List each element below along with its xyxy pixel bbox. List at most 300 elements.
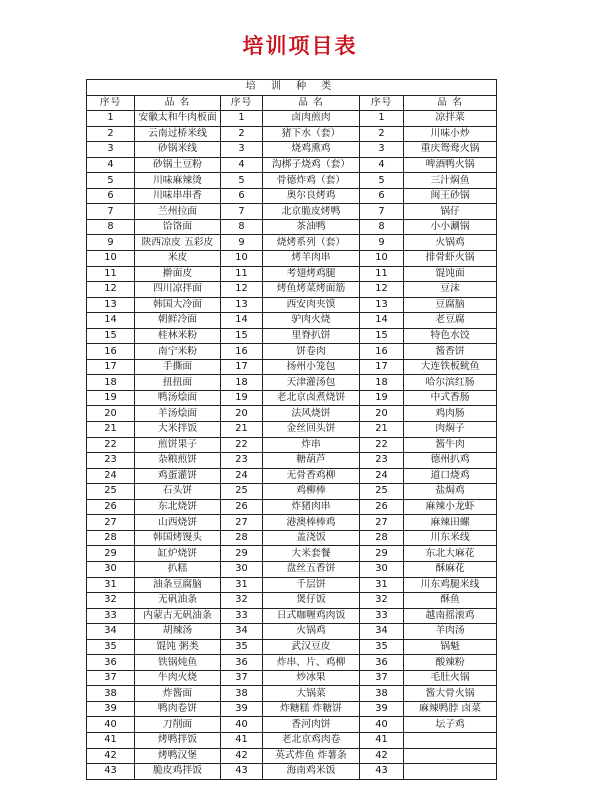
serial-no-cell: 10 (87, 251, 135, 267)
item-name-cell: 麻辣小龙虾 (404, 499, 497, 515)
table-row (87, 468, 497, 484)
item-name-cell: 馄饨面 (404, 266, 497, 282)
table-row (87, 437, 497, 453)
item-name-cell: 豆腐脑 (404, 297, 497, 313)
serial-no-cell: 16 (360, 344, 404, 360)
serial-no-cell: 25 (360, 484, 404, 500)
table-row (87, 266, 497, 282)
serial-no-cell: 41 (360, 732, 404, 748)
serial-no-cell: 11 (360, 266, 404, 282)
item-name-cell: 西安肉夹馍 (263, 297, 360, 313)
training-items-table (86, 79, 497, 780)
serial-no-cell: 25 (87, 484, 135, 500)
item-name-cell: 烤鱼烤菜烤面筋 (263, 282, 360, 298)
serial-no-cell: 38 (221, 686, 263, 702)
serial-no-cell: 13 (221, 297, 263, 313)
serial-no-cell: 14 (360, 313, 404, 329)
table-row (87, 111, 497, 127)
serial-no-cell: 40 (87, 717, 135, 733)
serial-no-cell: 35 (87, 639, 135, 655)
item-name-cell: 酥麻花 (404, 561, 497, 577)
serial-no-cell: 12 (221, 282, 263, 298)
item-name-cell: 中式香肠 (404, 390, 497, 406)
item-name-cell: 馄饨 粥类 (135, 639, 221, 655)
table-row (87, 732, 497, 748)
item-name-cell: 油条豆腐脑 (135, 577, 221, 593)
item-name-cell: 酱香饼 (404, 344, 497, 360)
table-row (87, 608, 497, 624)
serial-no-cell: 43 (360, 764, 404, 780)
table-row (87, 235, 497, 251)
serial-no-cell: 41 (87, 732, 135, 748)
table-row (87, 375, 497, 391)
serial-no-cell: 13 (360, 297, 404, 313)
item-name-cell: 三汁焖鱼 (404, 173, 497, 189)
item-name-cell: 东北大麻花 (404, 546, 497, 562)
item-name-cell: 大锅菜 (263, 686, 360, 702)
item-name-cell: 茶油鸭 (263, 219, 360, 235)
item-name-cell: 饸饹面 (135, 219, 221, 235)
item-name-cell: 扬州小笼包 (263, 359, 360, 375)
serial-no-cell: 28 (360, 530, 404, 546)
serial-no-cell: 10 (221, 251, 263, 267)
serial-no-cell: 42 (360, 748, 404, 764)
table-row (87, 515, 497, 531)
item-name-cell: 饼卷肉 (263, 344, 360, 360)
item-name-cell: 锅仔 (404, 204, 497, 220)
table-row (87, 282, 497, 298)
table-row (87, 546, 497, 562)
item-name-cell: 韩国大冷面 (135, 297, 221, 313)
serial-no-cell: 27 (221, 515, 263, 531)
serial-no-cell: 7 (87, 204, 135, 220)
serial-no-cell: 6 (360, 188, 404, 204)
item-name-cell: 麻辣鸭脖 卤菜 (404, 701, 497, 717)
serial-no-cell: 14 (221, 313, 263, 329)
item-name-cell: 老北京卤煮烧饼 (263, 390, 360, 406)
table-row (87, 251, 497, 267)
serial-no-cell: 30 (221, 561, 263, 577)
serial-no-cell: 31 (221, 577, 263, 593)
serial-no-cell: 19 (221, 390, 263, 406)
item-name-cell: 坛子鸡 (404, 717, 497, 733)
item-name-cell: 金丝回头饼 (263, 422, 360, 438)
item-name-cell: 鸭肉卷饼 (135, 701, 221, 717)
item-name-cell: 闽王砂锅 (404, 188, 497, 204)
item-name-cell: 东北烧饼 (135, 499, 221, 515)
serial-no-cell: 17 (360, 359, 404, 375)
item-name-cell: 桂林米粉 (135, 328, 221, 344)
table-row (87, 313, 497, 329)
serial-no-cell: 24 (221, 468, 263, 484)
item-name-cell: 哈尔滨红肠 (404, 375, 497, 391)
table-row (87, 655, 497, 671)
table-row (87, 453, 497, 469)
serial-no-cell: 1 (87, 111, 135, 127)
table-row (87, 359, 497, 375)
table-row (87, 561, 497, 577)
item-name-cell: 考翅烤鸡腿 (263, 266, 360, 282)
serial-no-cell: 3 (221, 142, 263, 158)
serial-no-cell: 39 (87, 701, 135, 717)
serial-no-cell: 8 (87, 219, 135, 235)
serial-no-cell: 27 (360, 515, 404, 531)
item-name-cell: 安徽太和牛肉板面 (135, 111, 221, 127)
item-name-cell: 毛肚火锅 (404, 670, 497, 686)
serial-no-cell: 12 (360, 282, 404, 298)
table-row (87, 406, 497, 422)
item-name-cell: 煲仔饭 (263, 593, 360, 609)
serial-no-cell: 4 (221, 157, 263, 173)
serial-no-cell: 15 (360, 328, 404, 344)
item-name-cell (404, 732, 497, 748)
table-row (87, 701, 497, 717)
table-row (87, 344, 497, 360)
serial-no-cell: 9 (360, 235, 404, 251)
table-row (87, 764, 497, 780)
item-name-cell: 韩国烤馒头 (135, 530, 221, 546)
serial-no-cell: 33 (360, 608, 404, 624)
item-name-cell: 无矾油条 (135, 593, 221, 609)
serial-no-cell: 38 (87, 686, 135, 702)
item-name-cell: 海南鸡米饭 (263, 764, 360, 780)
serial-no-cell: 32 (360, 593, 404, 609)
item-name-cell: 酱大骨火锅 (404, 686, 497, 702)
item-name-cell: 排骨虾火锅 (404, 251, 497, 267)
serial-no-cell: 13 (87, 297, 135, 313)
serial-no-cell: 20 (221, 406, 263, 422)
item-name-cell: 特色水饺 (404, 328, 497, 344)
item-name-cell: 天津灌汤包 (263, 375, 360, 391)
serial-no-cell: 14 (87, 313, 135, 329)
item-name-cell: 砂锅米线 (135, 142, 221, 158)
serial-no-cell: 36 (360, 655, 404, 671)
serial-no-cell: 25 (221, 484, 263, 500)
serial-no-cell: 6 (87, 188, 135, 204)
serial-no-cell: 22 (360, 437, 404, 453)
item-name-cell: 南宁米粉 (135, 344, 221, 360)
table-row (87, 188, 497, 204)
item-name-cell: 炸串、片、鸡柳 (263, 655, 360, 671)
item-name-cell: 煎饼果子 (135, 437, 221, 453)
table-row (87, 173, 497, 189)
item-name-cell: 扒糕 (135, 561, 221, 577)
serial-no-cell: 27 (87, 515, 135, 531)
serial-no-cell: 28 (221, 530, 263, 546)
item-name-cell: 里脊扒饼 (263, 328, 360, 344)
table-row (87, 686, 497, 702)
serial-no-cell: 2 (87, 126, 135, 142)
item-name-cell: 凉拌菜 (404, 111, 497, 127)
item-name-cell: 脆皮鸡拌饭 (135, 764, 221, 780)
serial-no-cell: 22 (221, 437, 263, 453)
item-name-cell: 盘丝五香饼 (263, 561, 360, 577)
serial-no-cell: 11 (221, 266, 263, 282)
item-name-cell: 铁锅炖鱼 (135, 655, 221, 671)
serial-no-cell: 5 (221, 173, 263, 189)
table-row (87, 499, 497, 515)
item-name-cell: 川味串串香 (135, 188, 221, 204)
serial-no-cell: 16 (221, 344, 263, 360)
item-name-cell: 武汉豆皮 (263, 639, 360, 655)
table-row (87, 484, 497, 500)
item-name-cell: 法风烧饼 (263, 406, 360, 422)
serial-no-cell: 11 (87, 266, 135, 282)
serial-no-cell: 20 (87, 406, 135, 422)
item-name-cell: 奥尔良烤鸡 (263, 188, 360, 204)
item-name-cell: 港澳棒棒鸡 (263, 515, 360, 531)
item-name-cell: 重庆鸳鸯火锅 (404, 142, 497, 158)
serial-no-cell: 1 (221, 111, 263, 127)
item-name-cell: 大米套餐 (263, 546, 360, 562)
item-name-cell: 山西烧饼 (135, 515, 221, 531)
table-row (87, 126, 497, 142)
serial-no-cell: 23 (87, 453, 135, 469)
serial-no-cell: 6 (221, 188, 263, 204)
serial-no-cell: 26 (87, 499, 135, 515)
item-name-cell: 鸡蛋灌饼 (135, 468, 221, 484)
serial-no-cell: 12 (87, 282, 135, 298)
item-name-cell: 德州扒鸡 (404, 453, 497, 469)
col-header-no: 序号 (221, 95, 263, 111)
item-name-cell: 盐焗鸡 (404, 484, 497, 500)
column-header-row (87, 95, 497, 111)
serial-no-cell: 36 (87, 655, 135, 671)
item-name-cell: 炸酱面 (135, 686, 221, 702)
item-name-cell: 骨德炸鸡（套） (263, 173, 360, 189)
table-row (87, 639, 497, 655)
item-name-cell: 砂锅土豆粉 (135, 157, 221, 173)
serial-no-cell: 9 (87, 235, 135, 251)
serial-no-cell: 43 (221, 764, 263, 780)
item-name-cell: 鸡柳棒 (263, 484, 360, 500)
table-row (87, 717, 497, 733)
table-row (87, 297, 497, 313)
item-name-cell: 陕西凉皮 五彩皮 (135, 235, 221, 251)
serial-no-cell: 43 (87, 764, 135, 780)
item-name-cell: 刀削面 (135, 717, 221, 733)
serial-no-cell: 37 (221, 670, 263, 686)
item-name-cell (404, 764, 497, 780)
item-name-cell: 无骨香鸡柳 (263, 468, 360, 484)
item-name-cell: 四川凉拌面 (135, 282, 221, 298)
serial-no-cell: 2 (221, 126, 263, 142)
item-name-cell: 擀面皮 (135, 266, 221, 282)
serial-no-cell: 19 (360, 390, 404, 406)
serial-no-cell: 8 (221, 219, 263, 235)
serial-no-cell: 8 (360, 219, 404, 235)
item-name-cell: 香河肉饼 (263, 717, 360, 733)
item-name-cell: 炒冰果 (263, 670, 360, 686)
item-name-cell: 锅魁 (404, 639, 497, 655)
serial-no-cell: 34 (360, 624, 404, 640)
item-name-cell: 川东米线 (404, 530, 497, 546)
serial-no-cell: 21 (221, 422, 263, 438)
item-name-cell: 川东鸡腿米线 (404, 577, 497, 593)
serial-no-cell: 39 (221, 701, 263, 717)
item-name-cell: 火锅鸡 (404, 235, 497, 251)
category-header-row (87, 80, 497, 96)
serial-no-cell: 34 (221, 624, 263, 640)
item-name-cell: 酥鱼 (404, 593, 497, 609)
table-row (87, 390, 497, 406)
item-name-cell: 内蒙古无矾油条 (135, 608, 221, 624)
item-name-cell: 酱牛肉 (404, 437, 497, 453)
serial-no-cell: 32 (87, 593, 135, 609)
item-name-cell: 鸡肉肠 (404, 406, 497, 422)
item-name-cell: 石头饼 (135, 484, 221, 500)
table-row (87, 624, 497, 640)
serial-no-cell: 18 (221, 375, 263, 391)
item-name-cell: 烤羊肉串 (263, 251, 360, 267)
serial-no-cell: 3 (360, 142, 404, 158)
serial-no-cell: 28 (87, 530, 135, 546)
item-name-cell: 肉焖子 (404, 422, 497, 438)
col-header-name: 品 名 (263, 95, 360, 111)
table-row (87, 219, 497, 235)
item-name-cell: 沟梆子烧鸡（套） (263, 157, 360, 173)
table-row (87, 670, 497, 686)
serial-no-cell: 40 (221, 717, 263, 733)
serial-no-cell: 22 (87, 437, 135, 453)
serial-no-cell: 31 (360, 577, 404, 593)
item-name-cell: 千层饼 (263, 577, 360, 593)
item-name-cell: 驴肉火烧 (263, 313, 360, 329)
serial-no-cell: 26 (221, 499, 263, 515)
table-row (87, 577, 497, 593)
item-name-cell: 朝鲜冷面 (135, 313, 221, 329)
item-name-cell: 牛肉火烧 (135, 670, 221, 686)
col-header-no: 序号 (360, 95, 404, 111)
serial-no-cell: 18 (87, 375, 135, 391)
serial-no-cell: 24 (87, 468, 135, 484)
col-header-no: 序号 (87, 95, 135, 111)
item-name-cell: 猪下水（套） (263, 126, 360, 142)
serial-no-cell: 40 (360, 717, 404, 733)
serial-no-cell: 24 (360, 468, 404, 484)
serial-no-cell: 37 (87, 670, 135, 686)
serial-no-cell: 17 (87, 359, 135, 375)
serial-no-cell: 32 (221, 593, 263, 609)
serial-no-cell: 30 (87, 561, 135, 577)
serial-no-cell: 2 (360, 126, 404, 142)
item-name-cell: 手撕面 (135, 359, 221, 375)
serial-no-cell: 39 (360, 701, 404, 717)
item-name-cell: 啤酒鸭火锅 (404, 157, 497, 173)
item-name-cell: 烧鸡熏鸡 (263, 142, 360, 158)
serial-no-cell: 38 (360, 686, 404, 702)
serial-no-cell: 37 (360, 670, 404, 686)
item-name-cell: 北京脆皮烤鸭 (263, 204, 360, 220)
table-row (87, 593, 497, 609)
serial-no-cell: 23 (221, 453, 263, 469)
serial-no-cell: 36 (221, 655, 263, 671)
serial-no-cell: 41 (221, 732, 263, 748)
item-name-cell: 烤鸭汉堡 (135, 748, 221, 764)
serial-no-cell: 16 (87, 344, 135, 360)
item-name-cell: 小小涮锅 (404, 219, 497, 235)
serial-no-cell: 21 (360, 422, 404, 438)
table-row (87, 328, 497, 344)
item-name-cell: 糖葫芦 (263, 453, 360, 469)
serial-no-cell: 5 (360, 173, 404, 189)
item-name-cell: 缸炉烧饼 (135, 546, 221, 562)
category-header: 培 训 种 类 (87, 80, 497, 96)
table-row (87, 530, 497, 546)
serial-no-cell: 29 (360, 546, 404, 562)
item-name-cell: 老豆腐 (404, 313, 497, 329)
item-name-cell: 川味小炒 (404, 126, 497, 142)
serial-no-cell: 35 (360, 639, 404, 655)
serial-no-cell: 15 (221, 328, 263, 344)
item-name-cell: 酸辣粉 (404, 655, 497, 671)
item-name-cell: 火锅鸡 (263, 624, 360, 640)
serial-no-cell: 33 (221, 608, 263, 624)
table-row (87, 748, 497, 764)
item-name-cell: 胡辣汤 (135, 624, 221, 640)
item-name-cell: 道口烧鸡 (404, 468, 497, 484)
serial-no-cell: 42 (221, 748, 263, 764)
item-name-cell: 羊肉汤 (404, 624, 497, 640)
item-name-cell: 越南摇滚鸡 (404, 608, 497, 624)
serial-no-cell: 5 (87, 173, 135, 189)
item-name-cell: 大米拌饭 (135, 422, 221, 438)
serial-no-cell: 31 (87, 577, 135, 593)
serial-no-cell: 18 (360, 375, 404, 391)
item-name-cell: 卤肉煎肉 (263, 111, 360, 127)
item-name-cell: 鸭汤烩面 (135, 390, 221, 406)
item-name-cell: 大连铁板鱿鱼 (404, 359, 497, 375)
item-name-cell: 麻辣田螺 (404, 515, 497, 531)
serial-no-cell: 19 (87, 390, 135, 406)
serial-no-cell: 26 (360, 499, 404, 515)
item-name-cell (404, 748, 497, 764)
item-name-cell: 盖浇饭 (263, 530, 360, 546)
item-name-cell: 炸糖糕 炸糖饼 (263, 701, 360, 717)
item-name-cell: 烧烤系列（套） (263, 235, 360, 251)
item-name-cell: 日式咖喱鸡肉饭 (263, 608, 360, 624)
col-header-name: 品 名 (404, 95, 497, 111)
serial-no-cell: 3 (87, 142, 135, 158)
item-name-cell: 烤鸭拌饭 (135, 732, 221, 748)
serial-no-cell: 35 (221, 639, 263, 655)
item-name-cell: 老北京鸡肉卷 (263, 732, 360, 748)
serial-no-cell: 15 (87, 328, 135, 344)
serial-no-cell: 7 (360, 204, 404, 220)
item-name-cell: 米皮 (135, 251, 221, 267)
serial-no-cell: 42 (87, 748, 135, 764)
item-name-cell: 炸串 (263, 437, 360, 453)
serial-no-cell: 30 (360, 561, 404, 577)
serial-no-cell: 21 (87, 422, 135, 438)
table-row (87, 422, 497, 438)
serial-no-cell: 29 (87, 546, 135, 562)
table-row (87, 142, 497, 158)
item-name-cell: 羊汤烩面 (135, 406, 221, 422)
serial-no-cell: 34 (87, 624, 135, 640)
serial-no-cell: 9 (221, 235, 263, 251)
item-name-cell: 炸猪肉串 (263, 499, 360, 515)
col-header-name: 品 名 (135, 95, 221, 111)
item-name-cell: 杂粮煎饼 (135, 453, 221, 469)
serial-no-cell: 33 (87, 608, 135, 624)
table-row (87, 157, 497, 173)
serial-no-cell: 17 (221, 359, 263, 375)
item-name-cell: 扭扭面 (135, 375, 221, 391)
serial-no-cell: 20 (360, 406, 404, 422)
item-name-cell: 川味麻辣烫 (135, 173, 221, 189)
item-name-cell: 豆沫 (404, 282, 497, 298)
